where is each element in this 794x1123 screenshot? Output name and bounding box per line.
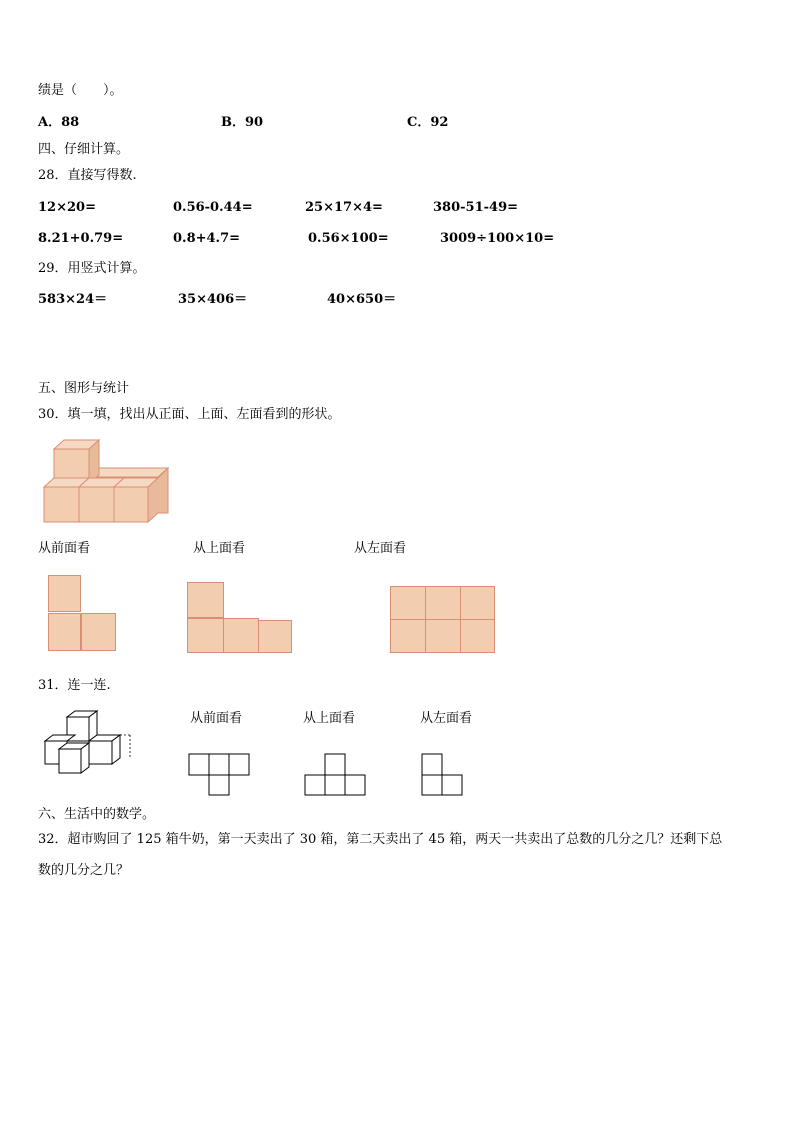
q27-option-b: B．90 [221,115,264,130]
q30-title: 30．填一填，找出从正面、上面、左面看到的形状。 [38,407,341,422]
q27-question-tail: 绩是（ ）。 [38,83,123,98]
q30-cube-figure [40,435,175,527]
q32-text-line2: 数的几分之几？ [38,863,130,878]
q31-label-left: 从左面看 [420,711,473,726]
q30-label-top: 从上面看 [193,541,246,556]
q30-label-left: 从左面看 [354,541,407,556]
q28-item: 0.8+4.7= [173,231,241,246]
q30-top-view [187,582,294,654]
q28-item: 0.56-0.44= [173,200,253,215]
q30-left-view [390,586,496,654]
q29-title: 29．用竖式计算。 [38,261,146,276]
q31-view-l-shape [421,753,465,797]
q31-label-front: 从前面看 [190,711,243,726]
q28-item: 380-51-49= [433,200,519,215]
q27-option-c: C．92 [407,115,449,130]
q28-item: 0.56×100= [308,231,389,246]
q28-item: 8.21+0.79= [38,231,124,246]
section-4-heading: 四、仔细计算。 [38,142,130,157]
q29-item: 35×406＝ [178,292,248,307]
q31-view-inverted-t [304,753,367,797]
q28-title: 28．直接写得数. [38,168,137,183]
q31-cube-figure [42,709,134,775]
q27-option-a: A．88 [38,115,80,130]
q29-item: 40×650＝ [327,292,397,307]
q28-item: 12×20= [38,200,96,215]
q30-label-front: 从前面看 [38,541,91,556]
q28-item: 3009÷100×10= [440,231,555,246]
q28-item: 25×17×4= [305,200,383,215]
q31-view-t-shape [188,753,251,797]
q31-label-top: 从上面看 [303,711,356,726]
section-5-heading: 五、图形与统计 [38,381,130,396]
q32-text-line1: 32．超市购回了 125 箱牛奶，第一天卖出了 30 箱，第二天卖出了 45 箱，两天一共卖出了总数的几分之几？还剩下总 [38,832,723,847]
q29-item: 583×24＝ [38,292,108,307]
section-6-heading: 六、生活中的数学。 [38,807,156,822]
q30-front-view [48,575,118,652]
q31-title: 31．连一连. [38,678,111,693]
